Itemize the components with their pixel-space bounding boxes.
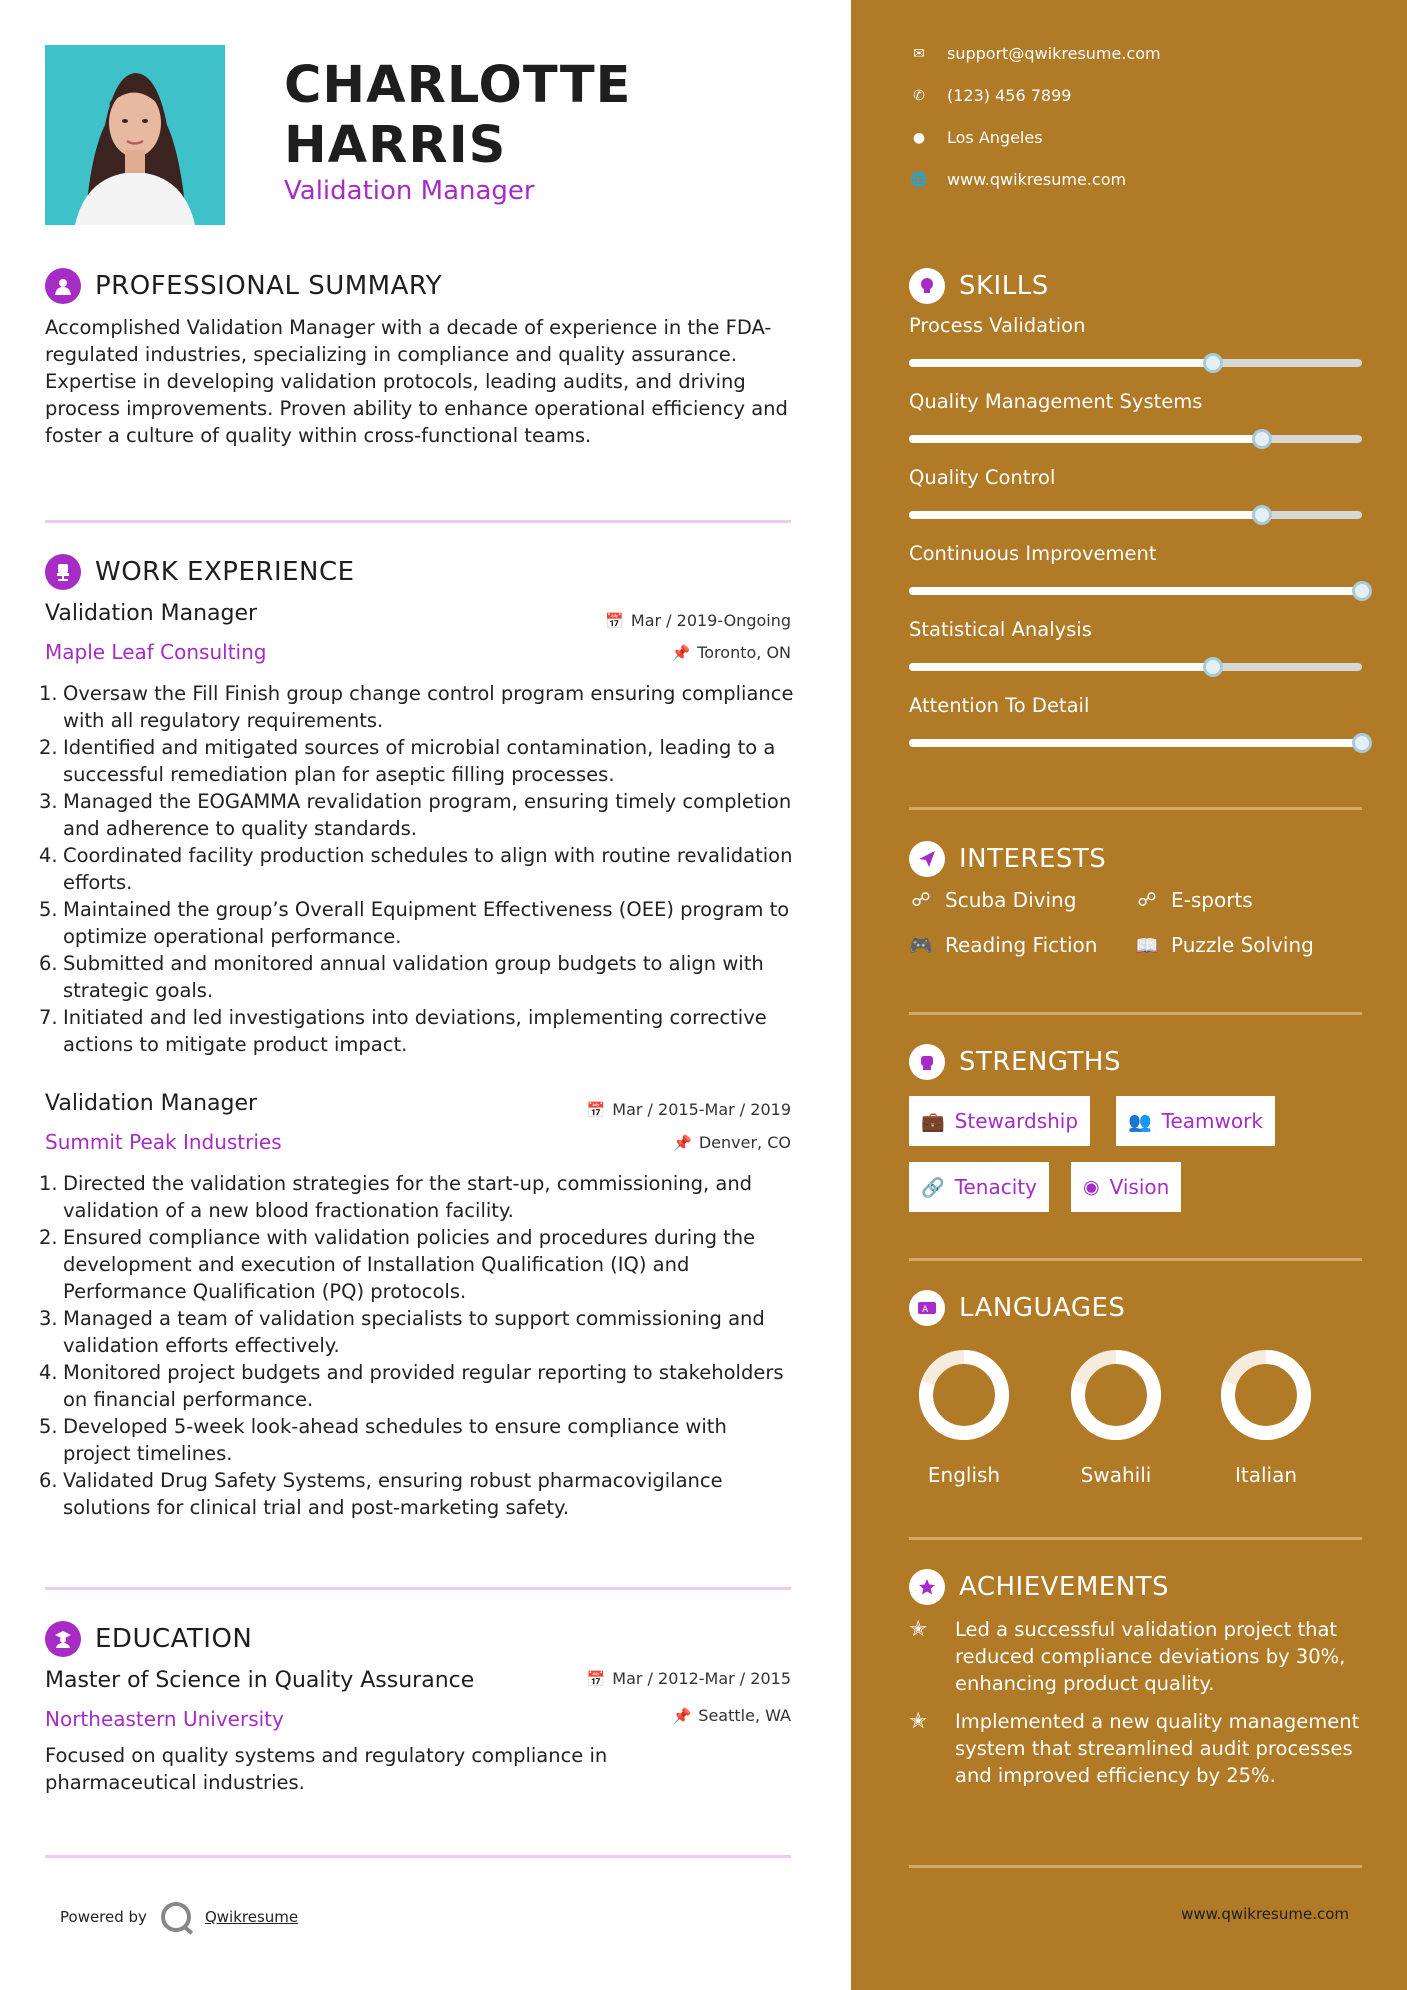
gamepad-icon: 🎮 xyxy=(909,934,933,957)
skill-fill xyxy=(909,739,1362,747)
divider xyxy=(909,807,1362,810)
translate-icon xyxy=(909,1290,945,1326)
interest-item: 🎮 Reading Fiction xyxy=(909,933,1098,957)
skill-bar xyxy=(909,587,1362,595)
website-text[interactable]: www.qwikresume.com xyxy=(947,170,1127,189)
skills-title: SKILLS xyxy=(959,271,1049,301)
list-item: 6. Validated Drug Safety Systems, ensuring robust pharmacovigilance solutions for clinical trial and post-marketing safety. xyxy=(39,1469,723,1519)
list-item: 6. Submitted and monitored annual validation group budgets to align with strategic goals. xyxy=(39,952,764,1002)
list-item: 4. Monitored project budgets and provided regular reporting to stakeholders on financial performance. xyxy=(39,1361,784,1411)
language-donut xyxy=(1066,1345,1166,1445)
job-2-company: Summit Peak Industries xyxy=(45,1130,282,1154)
language-label: Italian xyxy=(1234,1463,1298,1487)
portrait-icon xyxy=(45,45,225,225)
phone-text: (123) 456 7899 xyxy=(947,86,1072,105)
skill-label: Quality Control xyxy=(909,466,1056,489)
summary-heading xyxy=(45,268,442,304)
envelope-icon: ✉ xyxy=(913,45,925,62)
divider xyxy=(45,1855,791,1858)
link-icon: 🔗 xyxy=(921,1176,945,1199)
summary-title: PROFESSIONAL SUMMARY xyxy=(95,271,443,301)
education-title: EDUCATION xyxy=(95,1624,253,1654)
powered-by xyxy=(60,1902,298,1932)
education-location-text: Seattle, WA xyxy=(698,1706,791,1725)
interest-item: 📖 Puzzle Solving xyxy=(1135,933,1314,957)
language-item xyxy=(1211,1345,1321,1487)
skill-knob xyxy=(1252,429,1272,449)
skill-fill xyxy=(909,511,1262,519)
calendar-icon: 📅 xyxy=(605,611,624,630)
strength-chip: 💼 Stewardship xyxy=(909,1096,1090,1146)
job-1-dates-text: Mar / 2019-Ongoing xyxy=(630,611,791,630)
language-donut xyxy=(914,1345,1014,1445)
contact-email xyxy=(909,44,1161,63)
job-1-location-text: Toronto, ON xyxy=(697,643,791,662)
skill-knob xyxy=(1252,505,1272,525)
skill-knob xyxy=(1203,353,1223,373)
book-icon: 📖 xyxy=(1135,934,1159,957)
list-item: 2. Ensured compliance with validation policies and procedures during the development and execution of Installation Qualification (IQ) and Performance Qualification (PQ) protocols. xyxy=(39,1226,756,1303)
work-heading xyxy=(45,554,355,590)
language-item xyxy=(909,1345,1019,1487)
skill-knob xyxy=(1352,733,1372,753)
location-text: Los Angeles xyxy=(947,128,1043,147)
powered-by-label: Powered by xyxy=(60,1908,147,1926)
strength-chip: 🔗 Tenacity xyxy=(909,1162,1049,1212)
skill-label: Continuous Improvement xyxy=(909,542,1157,565)
skill-bar xyxy=(909,359,1362,367)
skill-fill xyxy=(909,587,1362,595)
list-item: 7. Initiated and led investigations into deviations, implementing corrective actions to mitigate product impact. xyxy=(39,1006,767,1056)
achievement-item: ✭ Led a successful validation project that reduced compliance deviations by 30%, enhancing product quality. xyxy=(909,1617,1346,1695)
name-last: HARRIS xyxy=(284,116,507,175)
interests-title: INTERESTS xyxy=(959,844,1107,874)
degree: Master of Science in Quality Assurance xyxy=(45,1668,475,1693)
divider xyxy=(45,1587,791,1590)
skill-label: Attention To Detail xyxy=(909,694,1090,717)
skill-label: Statistical Analysis xyxy=(909,618,1092,641)
calendar-icon: 📅 xyxy=(586,1669,606,1688)
contact-phone xyxy=(909,86,1071,105)
school: Northeastern University xyxy=(45,1707,284,1731)
divider xyxy=(909,1537,1362,1540)
job-2-dates xyxy=(587,1100,791,1119)
star-icon: ✭ xyxy=(909,1709,928,1734)
phone-icon: ✆ xyxy=(913,87,925,104)
list-item: 2. Identified and mitigated sources of microbial contamination, leading to a successful remediation plan for aseptic filling processes. xyxy=(39,736,776,786)
education-dates xyxy=(587,1669,791,1688)
strengths-heading xyxy=(909,1044,1121,1080)
divider xyxy=(909,1258,1362,1261)
language-donut xyxy=(1216,1345,1316,1445)
life-ring-icon: ☍ xyxy=(1137,889,1157,911)
achievement-item: ✭ Implemented a new quality management system that streamlined audit processes and improved efficiency by 25%. xyxy=(909,1709,1360,1787)
job-1-location xyxy=(672,643,791,662)
language-label: English xyxy=(927,1463,1001,1487)
achievements-title: ACHIEVEMENTS xyxy=(959,1572,1170,1602)
skill-bar xyxy=(909,663,1362,671)
calendar-icon: 📅 xyxy=(586,1100,606,1119)
pin-icon: 📌 xyxy=(671,643,691,662)
office-chair-icon xyxy=(45,554,81,590)
list-item: 1. Directed the validation strategies for the start-up, commissioning, and validation of a new blood fractionation facility. xyxy=(39,1172,753,1222)
skill-bar xyxy=(909,435,1362,443)
location-pin-icon: ● xyxy=(912,129,926,146)
life-ring-icon: ☍ xyxy=(911,889,931,911)
job-1-company: Maple Leaf Consulting xyxy=(45,640,267,664)
job-title: Validation Manager xyxy=(284,176,535,206)
paper-plane-icon xyxy=(909,841,945,877)
skill-bar xyxy=(909,739,1362,747)
star-badge-icon xyxy=(909,1569,945,1605)
job-1-dates xyxy=(605,611,791,630)
skills-heading xyxy=(909,268,1049,304)
qwikresume-logo-icon xyxy=(161,1902,191,1932)
strength-chip: ◉ Vision xyxy=(1071,1162,1181,1212)
lightbulb-icon xyxy=(909,268,945,304)
language-item xyxy=(1061,1345,1171,1487)
divider xyxy=(909,1012,1362,1015)
work-title: WORK EXPERIENCE xyxy=(95,557,355,587)
star-icon: ✭ xyxy=(909,1617,928,1642)
strengths-title: STRENGTHS xyxy=(959,1047,1121,1077)
job-2-location-text: Denver, CO xyxy=(698,1133,791,1152)
skill-fill xyxy=(909,359,1213,367)
footer-website[interactable]: www.qwikresume.com xyxy=(1181,1905,1349,1923)
job-2-location xyxy=(673,1133,791,1152)
skill-fill xyxy=(909,663,1213,671)
strength-chip: 👥 Teamwork xyxy=(1116,1096,1275,1146)
sidebar xyxy=(851,0,1407,1990)
job-2-duties xyxy=(39,1170,795,1521)
job-2-dates-text: Mar / 2015-Mar / 2019 xyxy=(612,1100,791,1119)
contact-location xyxy=(909,128,1043,147)
education-dates-text: Mar / 2012-Mar / 2015 xyxy=(612,1669,791,1688)
job-1-title: Validation Manager xyxy=(45,601,258,626)
job-2-title: Validation Manager xyxy=(45,1091,258,1116)
email-text[interactable]: support@qwikresume.com xyxy=(947,44,1161,63)
pin-icon: 📌 xyxy=(672,1706,692,1725)
achievements-heading xyxy=(909,1569,1169,1605)
pin-icon: 📌 xyxy=(673,1133,692,1152)
interests-heading xyxy=(909,841,1106,877)
summary-text: Accomplished Validation Manager with a decade of experience in the FDA-regulated industries, specializing in compliance and quality assurance. Expertise in developing validation protocols, leading audits, and driving process improvements. Proven ability to enhance operational efficiency and foster a culture of quality within cross-functional teams. xyxy=(45,316,788,447)
fist-icon xyxy=(909,1044,945,1080)
language-label: Swahili xyxy=(1080,1463,1152,1487)
profile-photo xyxy=(45,45,225,225)
skill-knob xyxy=(1352,581,1372,601)
user-icon xyxy=(45,268,81,304)
list-item: 5. Maintained the group’s Overall Equipment Effectiveness (OEE) program to optimize operational performance. xyxy=(39,898,790,948)
list-item: 1. Oversaw the Fill Finish group change control program ensuring compliance with all regulatory requirements. xyxy=(39,682,794,732)
list-item: 5. Developed 5-week look-ahead schedules to ensure compliance with project timelines. xyxy=(39,1415,727,1465)
binoculars-icon: ◉ xyxy=(1083,1176,1100,1198)
skill-knob xyxy=(1203,657,1223,677)
name-first: CHARLOTTE xyxy=(284,56,632,115)
list-item: 3. Managed the EOGAMMA revalidation program, ensuring timely completion and adherence to quality standards. xyxy=(39,790,792,840)
skill-bar xyxy=(909,511,1362,519)
education-description: Focused on quality systems and regulatory compliance in pharmaceutical industries. xyxy=(45,1744,608,1794)
globe-icon: 🌐 xyxy=(910,171,928,188)
interest-item: ☍ Scuba Diving xyxy=(909,888,1076,912)
candidate-name xyxy=(284,56,631,176)
languages-title: LANGUAGES xyxy=(959,1293,1126,1323)
qwikresume-link[interactable]: Qwikresume xyxy=(204,1908,299,1926)
users-icon: 👥 xyxy=(1128,1110,1152,1133)
skill-fill xyxy=(909,435,1262,443)
skill-label: Process Validation xyxy=(909,314,1086,337)
list-item: 3. Managed a team of validation specialists to support commissioning and validation efforts effectively. xyxy=(39,1307,765,1357)
education-heading xyxy=(45,1621,252,1657)
interest-item: ☍ E-sports xyxy=(1135,888,1253,912)
divider xyxy=(45,520,791,523)
contact-website xyxy=(909,170,1126,189)
languages-heading xyxy=(909,1290,1125,1326)
list-item: 4. Coordinated facility production schedules to align with routine revalidation efforts. xyxy=(39,844,793,894)
svg-text:A: A xyxy=(922,1305,929,1315)
education-location xyxy=(673,1706,791,1725)
briefcase-icon: 💼 xyxy=(921,1110,945,1133)
divider xyxy=(909,1865,1362,1868)
skill-label: Quality Management Systems xyxy=(909,390,1203,413)
job-1-duties xyxy=(39,680,795,1058)
graduate-icon xyxy=(45,1621,81,1657)
